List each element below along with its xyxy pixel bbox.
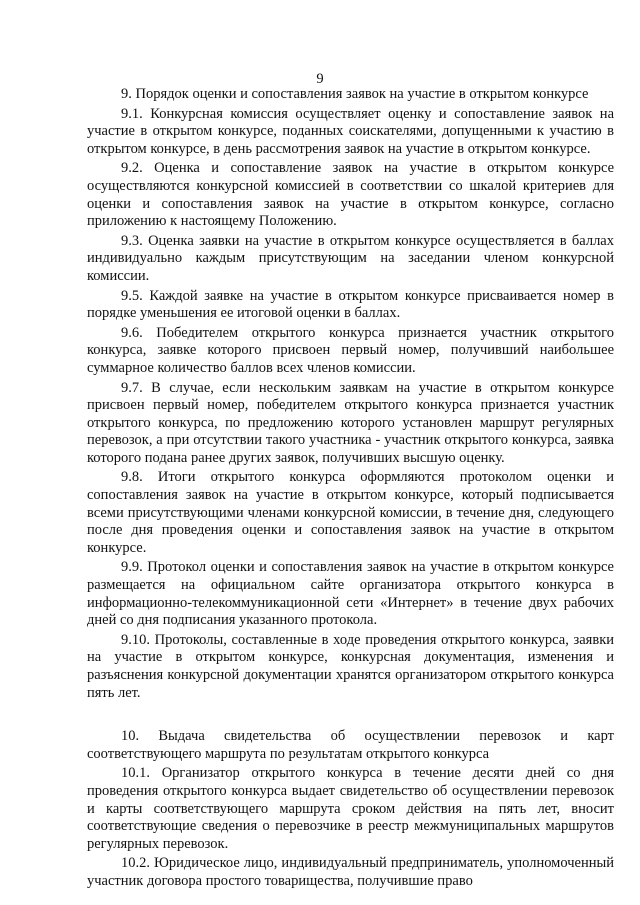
paragraph-9-1: 9.1. Конкурсная комиссия осуществляет оценку и сопоставление заявок на участие в открытом конкурсе, поданных соискателями, допущенными к участию в открытом конкурсе, в день рассмотрения заявок на участие в открытом конкурсе. bbox=[87, 105, 614, 157]
paragraph-10-1: 10.1. Организатор открытого конкурса в течение десяти дней со дня проведения открытого конкурса выдает свидетельство об осуществлении перевозок и карты соответствующего маршрута сроком действия на пять лет, вносит соответствующие сведения о перевозчике в реестр межмуниципальных маршрутов регулярных перевозок. bbox=[87, 765, 614, 852]
paragraph-9-8: 9.8. Итоги открытого конкурса оформляются протоколом оценки и сопоставления заявок на участие в открытом конкурсе, который подписывается всеми присутствующими членами конкурсной комиссии, в течение дня, следующего после дня проведения оценки и сопоставления заявок на участие в открытом конкурсе. bbox=[87, 469, 614, 556]
paragraph-9-5: 9.5. Каждой заявке на участие в открытом конкурсе присваивается номер в порядке уменьшения ее итоговой оценки в баллах. bbox=[87, 287, 614, 322]
paragraph-9-9: 9.9. Протокол оценки и сопоставления заявок на участие в открытом конкурсе размещается на официальном сайте организатора открытого конкурса в информационно-телекоммуникационной сети «Интернет» в течение двух рабочих дней со дня подписания указанного протокола. bbox=[87, 559, 614, 629]
document-body bbox=[87, 86, 614, 893]
section-9-title: 9. Порядок оценки и сопоставления заявок на участие в открытом конкурсе bbox=[121, 86, 589, 102]
paragraph-9-7: 9.7. В случае, если нескольким заявкам на участие в открытом конкурсе присвоен первый номер, победителем открытого конкурса признается участник открытого конкурса, по предложению которого установлен маршрут регулярных перевозок, а при отсутствии такого участника - участник открытого конкурса, заявка которого подана ранее других заявок, получивших высшую оценку. bbox=[87, 379, 614, 466]
page-number: 9 bbox=[316, 71, 324, 87]
paragraph-9-6: 9.6. Победителем открытого конкурса признается участник открытого конкурса, заявке которого присвоен первый номер, получивший наибольшее суммарное количество баллов всех членов комиссии. bbox=[87, 324, 614, 376]
paragraph-9-2: 9.2. Оценка и сопоставление заявок на участие в открытом конкурсе осуществляются конкурсной комиссией в соответствии со шкалой критериев для оценки и сопоставления заявок на участие в открытом конкурсе, согласно приложению к настоящему Положению. bbox=[87, 160, 614, 230]
paragraph-9-3: 9.3. Оценка заявки на участие в открытом конкурсе осуществляется в баллах индивидуально каждым присутствующим на заседании членом конкурсной комиссии. bbox=[87, 232, 614, 284]
paragraph-10-2: 10.2. Юридическое лицо, индивидуальный предприниматель, уполномоченный участник договора простого товарищества, получившие право bbox=[87, 855, 614, 889]
paragraph-9-10: 9.10. Протоколы, составленные в ходе проведения открытого конкурса, заявки на участие в открытом конкурсе, конкурсная документация, изменения и разъяснения конкурсной документации хранятся организатором открытого конкурса пять лет. bbox=[87, 631, 614, 701]
section-10-title: 10. Выдача свидетельства об осуществлении перевозок и карт соответствующего маршрута по результатам открытого конкурса bbox=[87, 728, 614, 762]
section-spacer bbox=[87, 704, 614, 728]
